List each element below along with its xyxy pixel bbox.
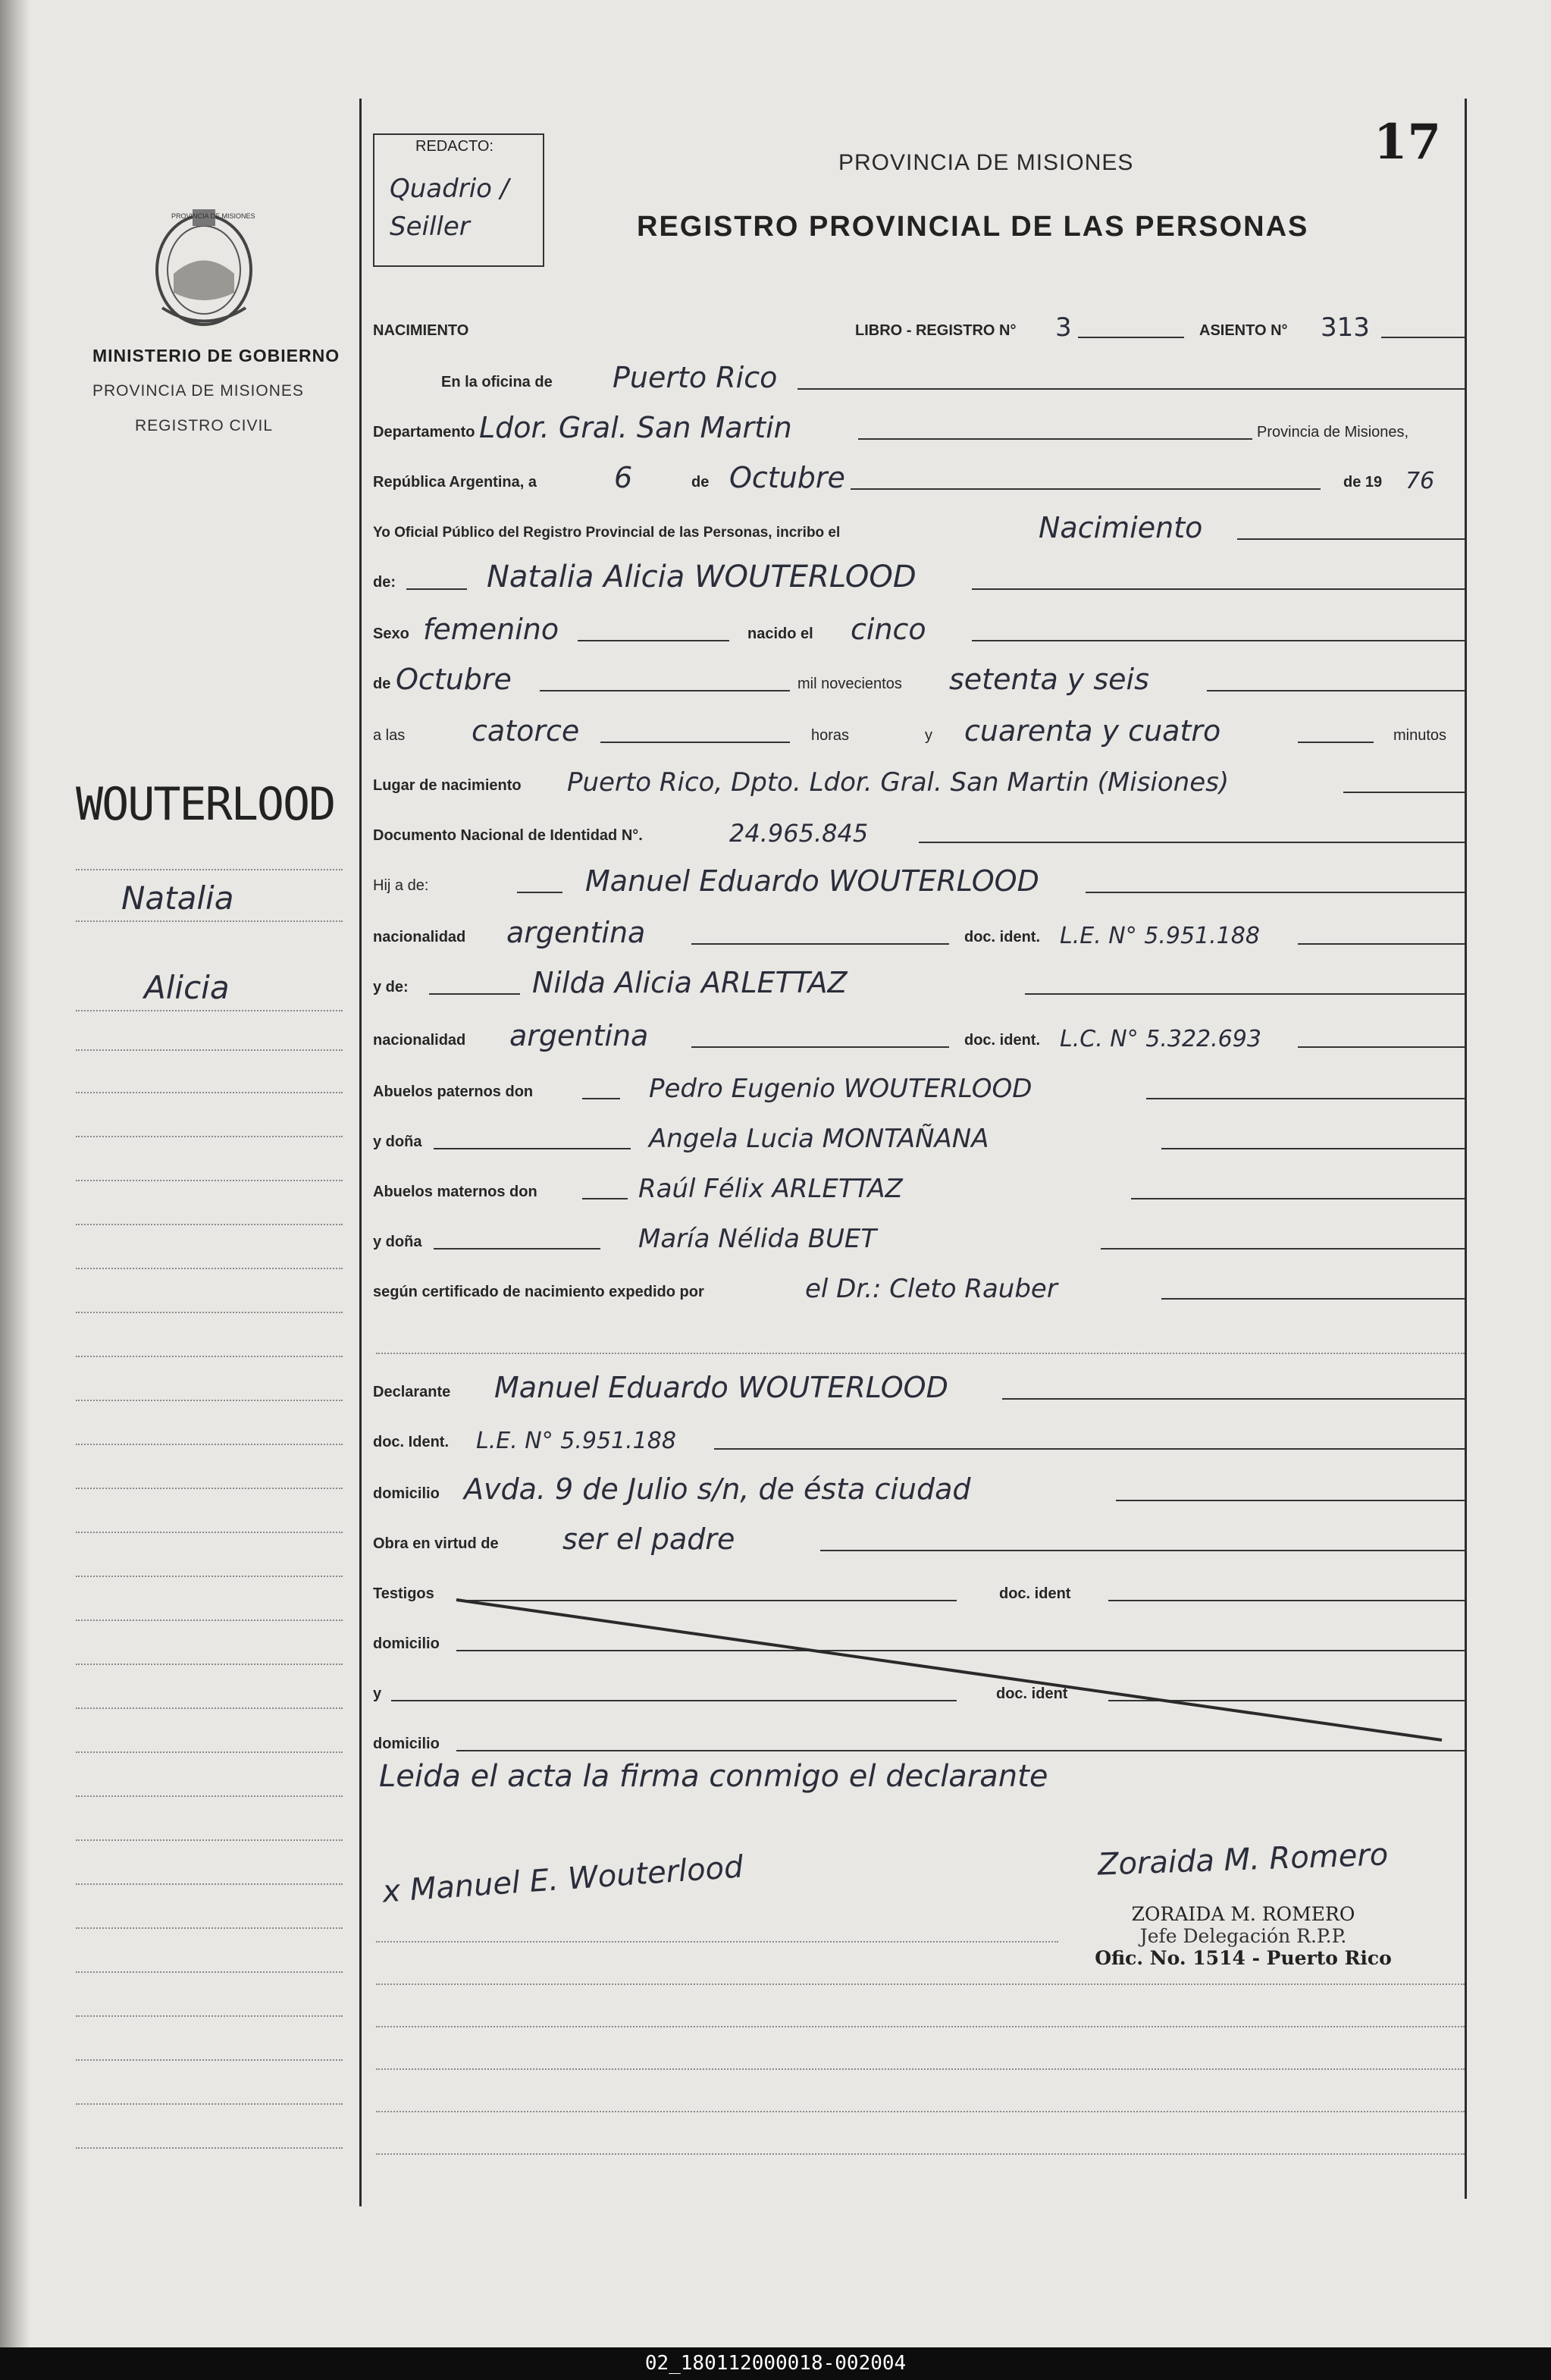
fill-line [582,1098,620,1099]
padre-nac-value: argentina [506,916,646,949]
margin-line [76,2059,343,2061]
lugar-label: Lugar de nacimiento [373,777,522,794]
row-hora [373,707,1465,752]
persona-value: Natalia Alicia WOUTERLOOD [487,560,916,594]
row-persona [373,553,1465,599]
province-heading: PROVINCIA DE MISIONES [838,150,1134,175]
libro-value: 3 [1055,312,1072,343]
redacto-signature: Quadrio / Seiller [390,174,509,242]
margin-line [76,1268,343,1269]
hija-label: Hij a de: [373,877,429,894]
margin-name-1: Natalia [121,880,234,917]
margin-line [76,1883,343,1885]
fill-line [1343,792,1465,793]
padre-value: Manuel Eduardo WOUTERLOOD [585,864,1039,898]
margin-line [76,1400,343,1401]
fill-line [582,1198,628,1199]
page-number: 17 [1374,114,1442,171]
declarante-value: Manuel Eduardo WOUTERLOOD [494,1371,948,1404]
fill-line [1298,943,1465,945]
fill-line [578,640,729,641]
certificado-label: según certificado de nacimiento expedido por [373,1284,704,1300]
ruled-line [376,1983,1465,1985]
official-office: Ofic. No. 1514 - Puerto Rico [1095,1947,1392,1969]
nacido-label: nacido el [747,626,813,642]
row-padre-nac [373,908,1465,954]
sexo-label: Sexo [373,626,409,642]
fill-line [1237,538,1465,540]
certificado-value: el Dr.: Cleto Rauber [805,1274,1058,1304]
margin-line [76,2103,343,2105]
mil-label: mil novecientos [797,676,902,692]
registry-heading: REGISTRO PROVINCIAL DE LAS PERSONAS [637,211,1309,243]
row-abuelo-mat [373,1163,1465,1209]
oficina-value: Puerto Rico [613,361,778,394]
declarante-doc-value: L.E. N° 5.951.188 [476,1428,676,1454]
fill-line [972,588,1465,590]
fill-line [1078,337,1184,338]
redacto-label: REDACTO: [415,138,494,155]
margin-line [76,1751,343,1753]
mil-value: setenta y seis [949,663,1149,696]
lugar-value: Puerto Rico, Dpto. Ldor. Gral. San Martin (Misiones) [567,767,1230,798]
margin-line [76,1620,343,1621]
row-dni [373,807,1465,852]
fill-line [1207,690,1465,691]
margin-line [76,1839,343,1841]
row-domicilio [373,1465,1465,1510]
sexo-value: femenino [423,613,559,646]
abuela-pat-value: Angela Lucia MONTAÑANA [649,1124,989,1154]
fill-line [1086,892,1465,893]
ruled-line [376,2026,1465,2027]
fill-line [1025,993,1465,995]
fill-line [1146,1098,1465,1099]
horas-label: horas [811,727,850,744]
de-label: de [691,474,710,491]
margin-line [76,1532,343,1533]
fill-line [1116,1500,1465,1501]
row-obra [373,1515,1465,1560]
fill-line [797,388,1465,390]
fill-line [1298,1046,1465,1048]
fill-line [434,1148,631,1149]
testigo-domicilio-label-2: domicilio [373,1736,440,1752]
margin-line [76,1707,343,1709]
oficial-label: Yo Oficial Público del Registro Provincial de las Personas, incribo el [373,525,841,541]
row-padre [373,857,1465,902]
image-id-footer: 02_180112000018-002004 [0,2347,1551,2380]
month-value: Octubre [729,461,845,494]
redacto-box [373,133,544,267]
left-province: PROVINCIA DE MISIONES [92,382,304,400]
fill-line [1101,1248,1465,1250]
dni-label: Documento Nacional de Identidad N°. [373,827,643,844]
asiento-value: 313 [1321,312,1370,343]
padre-nac-label: nacionalidad [373,929,466,945]
year-prefix: de 19 [1343,474,1383,491]
fill-line [429,993,520,995]
margin-line [76,1795,343,1797]
obra-value: ser el padre [562,1522,735,1556]
fill-line [1381,337,1465,338]
minutos-value: cuarenta y cuatro [964,714,1221,748]
left-registry: REGISTRO CIVIL [135,417,274,434]
ruled-line [376,1941,1058,1943]
day-value: 6 [614,461,633,494]
de-mes-label: de [373,676,391,692]
fill-line [1131,1198,1465,1199]
abuelo-mat-value: Raúl Félix ARLETTAZ [638,1174,903,1204]
y-label: y [925,727,932,744]
provincia-suffix: Provincia de Misiones, [1257,424,1409,441]
a-las-value: catorce [472,714,580,748]
margin-line [76,1663,343,1665]
y-short-label: y [373,1685,382,1702]
dni-value: 24.965.845 [729,819,869,848]
fill-line [691,943,949,945]
margin-line [76,1049,343,1051]
ruled-line [376,2068,1465,2070]
margin-line [76,1444,343,1445]
margin-line [76,1356,343,1357]
departamento-value: Ldor. Gral. San Martin [479,411,792,444]
margin-line [76,1092,343,1093]
fill-line [1002,1398,1465,1400]
abuelos-pat-label: Abuelos paternos don [373,1083,534,1100]
testigos-doc-label: doc. ident [999,1585,1071,1602]
row-oficial [373,503,1465,549]
margin-line [76,1224,343,1225]
year-value: 76 [1405,468,1435,494]
fill-line [972,640,1465,641]
row-abuela-mat [373,1213,1465,1259]
row-abuela-pat [373,1113,1465,1159]
coat-of-arms-icon [147,202,261,331]
fill-line [406,588,467,590]
margin-line [76,1180,343,1181]
row-declarante-doc [373,1413,1465,1459]
a-las-label: a las [373,727,406,744]
oficina-label: En la oficina de [441,374,553,390]
margin-line [76,1576,343,1577]
row-oficina [373,353,1465,399]
padre-doc-value: L.E. N° 5.951.188 [1060,923,1260,949]
margin-line [76,2015,343,2017]
fill-line [919,842,1465,843]
margin-surname: WOUTERLOOD [76,778,335,831]
fill-line [540,690,790,691]
minutos-label: minutos [1393,727,1447,744]
testigo-2-doc-label: doc. ident [996,1685,1068,1702]
y-de-label: y de: [373,979,409,996]
fill-line [858,438,1252,440]
madre-nac-value: argentina [509,1019,649,1052]
margin-name-2: Alicia [144,969,230,1006]
row-abuelo-pat [373,1063,1465,1108]
testigos-label: Testigos [373,1585,434,1602]
fill-line [1298,742,1374,743]
fill-line [820,1550,1465,1551]
domicilio-label: domicilio [373,1485,440,1502]
row-sexo [373,605,1465,651]
ministry-heading: MINISTERIO DE GOBIERNO [92,346,340,365]
margin-line [76,1488,343,1489]
testigo-domicilio-label: domicilio [373,1635,440,1652]
ruled-line [376,2111,1465,2112]
left-frame-line [359,99,362,2206]
padre-doc-label: doc. ident. [964,929,1040,945]
row-lugar [373,757,1465,802]
nacido-value: cinco [851,613,926,646]
margin-line [76,1971,343,1973]
doc-ident-label: doc. Ident. [373,1434,449,1450]
row-certificado [373,1263,1465,1309]
official-name: ZORAIDA M. ROMERO [1131,1903,1355,1925]
fill-line [1161,1298,1465,1300]
strike-line [373,1585,1465,1751]
libro-label: LIBRO - REGISTRO N° [855,322,1017,339]
departamento-label: Departamento [373,424,475,441]
right-frame-line [1465,99,1467,2199]
de-mes-value: Octubre [396,663,512,696]
abuela-mat-value: María Nélida BUET [638,1224,877,1254]
row-anio [373,655,1465,701]
declarante-signature: x Manuel E. Wouterlood [381,1849,744,1910]
row-libro [373,302,1465,347]
y-dona-label-2: y doña [373,1234,422,1250]
margin-line [76,1927,343,1929]
persona-label: de: [373,574,396,591]
madre-doc-value: L.C. N° 5.322.693 [1060,1026,1261,1052]
fill-line [434,1248,600,1250]
oficial-value: Nacimiento [1039,511,1203,544]
fill-line [691,1046,949,1048]
madre-value: Nilda Alicia ARLETTAZ [532,966,848,999]
type-label: NACIMIENTO [373,322,469,339]
madre-doc-label: doc. ident. [964,1032,1040,1049]
fill-line [517,892,562,893]
official-signature: Zoraida M. Romero [1097,1837,1389,1883]
abuelos-mat-label: Abuelos maternos don [373,1184,537,1200]
row-declarante [373,1363,1465,1409]
official-stamp [1084,1903,1402,1969]
obra-label: Obra en virtud de [373,1535,499,1552]
abuelo-pat-value: Pedro Eugenio WOUTERLOOD [649,1074,1032,1104]
margin-line [76,1312,343,1313]
fill-line [851,488,1321,490]
declarante-label: Declarante [373,1384,451,1400]
madre-nac-label: nacionalidad [373,1032,466,1049]
margin-line [76,1136,343,1137]
asiento-label: ASIENTO N° [1199,322,1288,339]
margin-line [76,2147,343,2149]
row-fecha [373,453,1465,499]
margin-line [76,869,343,870]
y-dona-label: y doña [373,1134,422,1150]
republica-label: República Argentina, a [373,474,537,491]
row-madre-nac [373,1011,1465,1057]
row-departamento [373,403,1465,449]
seal-text: PROVINCIA DE MISIONES [171,212,255,220]
fill-line [1161,1148,1465,1149]
fill-line [600,742,790,743]
row-madre [373,958,1465,1004]
margin-line [76,1010,343,1011]
margin-line [76,920,343,922]
fill-line [714,1448,1465,1450]
domicilio-value: Avda. 9 de Julio s/n, de ésta ciudad [464,1472,971,1506]
book-binding [0,0,30,2347]
closing-statement: Leida el acta la firma conmigo el declarante [379,1759,1048,1794]
official-title: Jefe Delegación R.P.P. [1139,1925,1347,1947]
ruled-line [376,1353,1465,1354]
ruled-line [376,2153,1465,2155]
